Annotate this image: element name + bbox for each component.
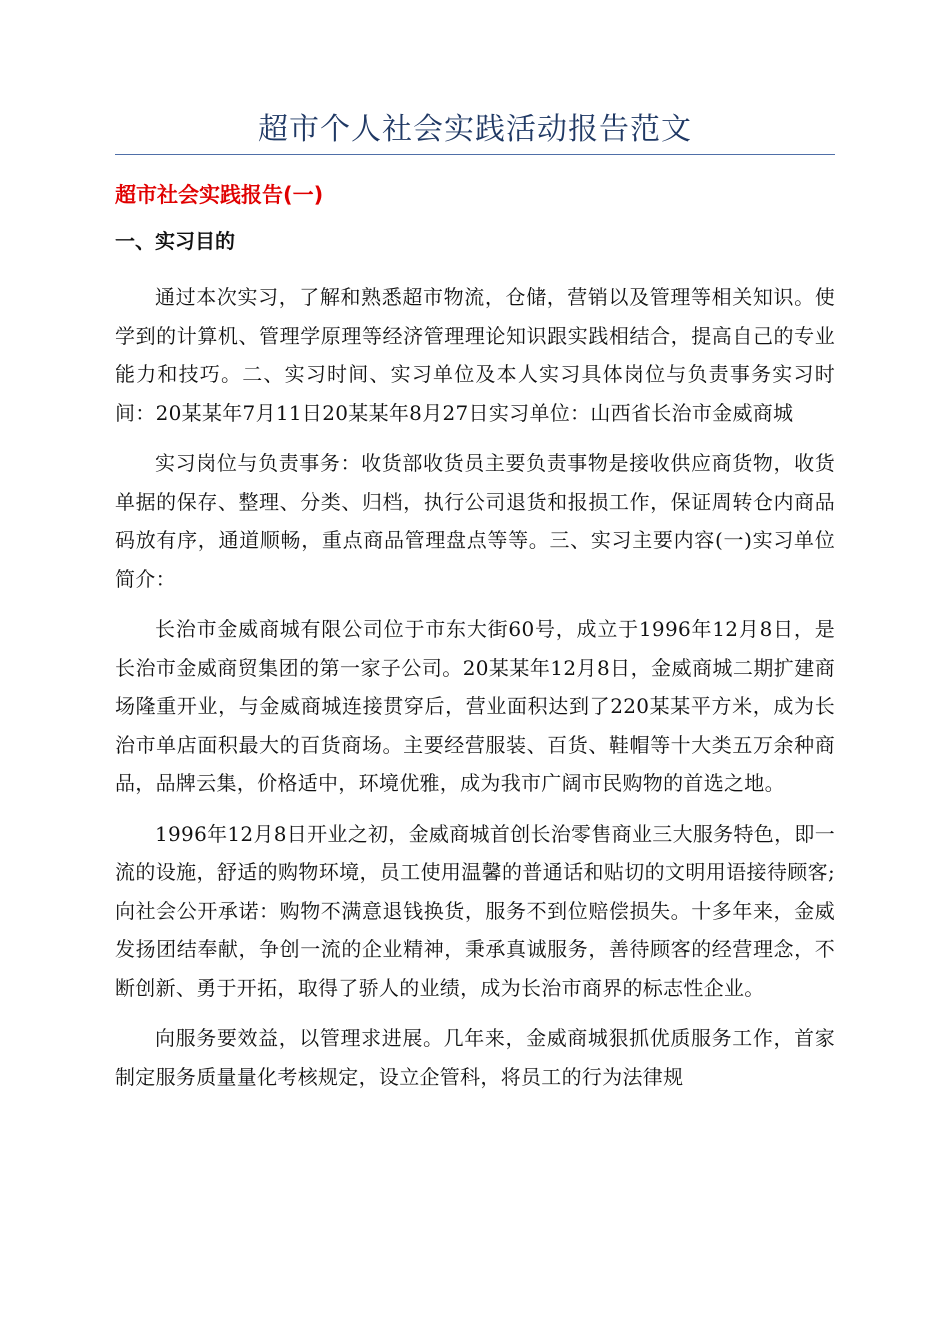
paragraph-1: 通过本次实习，了解和熟悉超市物流，仓储，营销以及管理等相关知识。使学到的计算机、管理学原理等经济管理理论知识跟实践相结合，提高自己的专业能力和技巧。二、实习时间、实习单位及本人实习具体岗位与负责事务实习时间：20某某年7月11日20某某年8月27日实习单位：山西省长治市金威商城 — [115, 285, 835, 425]
paragraph-4: 1996年12月8日开业之初，金威商城首创长治零售商业三大服务特色，即一流的设施，舒适的购物环境，员工使用温馨的普通话和贴切的文明用语接待顾客;向社会公开承诺：购物不满意退钱换货，服务不到位赔偿损失。十多年来，金威发扬团结奉献，争创一流的企业精神，秉承真诚服务，善待顾客的经营理念，不断创新、勇于开拓，取得了骄人的业绩，成为长治市商界的标志性企业。 — [115, 821, 835, 1000]
paragraph-2: 实习岗位与负责事务：收货部收货员主要负责事物是接收供应商货物，收货单据的保存、整理、分类、归档，执行公司退货和报损工作，保证周转仓内商品码放有序，通道顺畅，重点商品管理盘点等等。三、实习主要内容(一)实习单位简介： — [115, 451, 835, 591]
document-body — [115, 278, 835, 1108]
paragraph-3: 长治市金威商城有限公司位于市东大街60号，成立于1996年12月8日，是长治市金威商贸集团的第一家子公司。20某某年12月8日，金威商城二期扩建商场隆重开业，与金威商城连接贯穿后，营业面积达到了220某某平方米，成为长治市单店面积最大的百货商场。主要经营服装、百货、鞋帽等十大类五万余种商品，品牌云集，价格适中，环境优雅，成为我市广阔市民购物的首选之地。 — [115, 617, 835, 795]
paragraph-5: 向服务要效益，以管理求进展。几年来，金威商城狠抓优质服务工作，首家制定服务质量量化考核规定，设立企管科，将员工的行为法律规 — [115, 1026, 835, 1089]
section-heading: 超市社会实践报告(一) — [115, 183, 324, 207]
title-underline-divider — [115, 154, 835, 155]
sub-heading-purpose: 一、实习目的 — [115, 229, 235, 253]
document-title: 超市个人社会实践活动报告范文 — [258, 112, 692, 147]
